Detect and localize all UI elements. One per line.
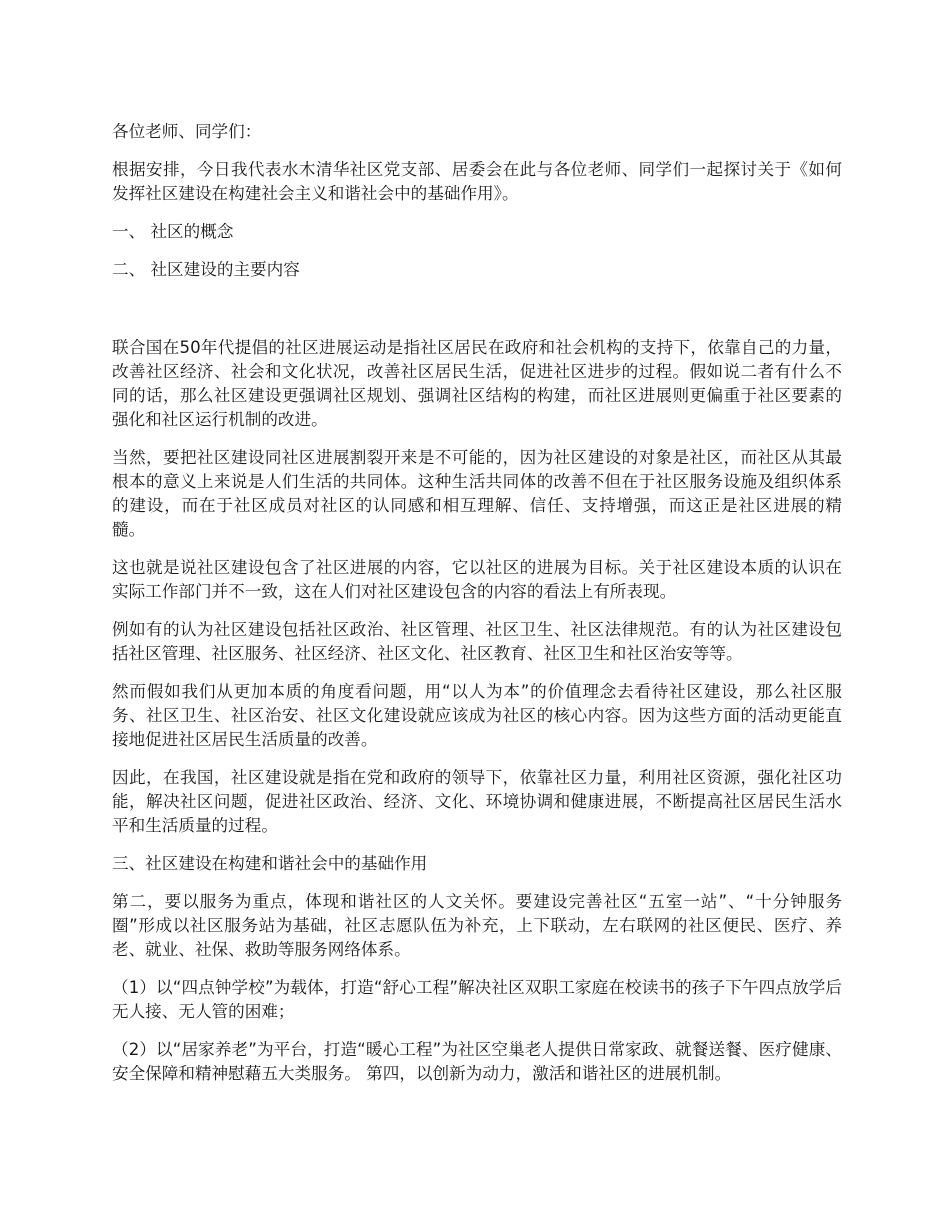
blank-gap: [112, 296, 842, 336]
list-item-paragraph: （1）以“四点钟学校”为载体，打造“舒心工程”解决社区双职工家庭在校读书的孩子下午四点放学后无人接、无人管的困难；: [112, 978, 842, 1021]
body-paragraph: 因此，在我国，社区建设就是指在党和政府的领导下，依靠社区力量，利用社区资源，强化社区功能，解决社区问题，促进社区政治、经济、文化、环境协调和健康进展，不断提高社区居民生活水平和生活质量的过程。: [112, 768, 842, 835]
body-paragraph: 第二，要以服务为重点，体现和谐社区的人文关怀。要建设完善社区“五室一站”、“十分钟服务圈”形成以社区服务站为基础，社区志愿队伍为补充，上下联动，左右联网的社区便民、医疗、养老、就业、社保、救助等服务网络体系。: [112, 892, 842, 959]
body-paragraph: 这也就是说社区建设包含了社区进展的内容，它以社区的进展为目标。关于社区建设本质的认识在实际工作部门并不一致，这在人们对社区建设包含的内容的看法上有所表现。: [112, 558, 842, 601]
body-paragraph: 当然，要把社区建设同社区进展割裂开来是不可能的，因为社区建设的对象是社区，而社区从其最根本的意义上来说是人们生活的共同体。这种生活共同体的改善不但在于社区服务设施及组织体系的建设，而在于社区成员对社区的认同感和相互理解、信任、支持增强，而这正是社区进展的精髓。: [112, 448, 842, 539]
section-heading-1: 一、 社区的概念: [112, 222, 234, 241]
list-item-paragraph: （2）以“居家养老”为平台，打造“暖心工程”为社区空巢老人提供日常家政、就餐送餐、医疗健康、安全保障和精神慰藉五大类服务。 第四，以创新为动力，激活和谐社区的进展机制。: [112, 1040, 842, 1083]
section-heading-3: 三、社区建设在构建和谐社会中的基础作用: [112, 854, 428, 873]
body-paragraph: 然而假如我们从更加本质的角度看问题，用“以人为本”的价值理念去看待社区建设，那么社区服务、社区卫生、社区治安、社区文化建设就应该成为社区的核心内容。因为这些方面的活动更能直接地促进社区居民生活质量的改善。: [112, 682, 842, 749]
intro-paragraph: 根据安排，今日我代表水木清华社区党支部、居委会在此与各位老师、同学们一起探讨关于《如何发挥社区建设在构建社会主义和谐社会中的基础作用》。: [112, 160, 842, 203]
section-heading-2: 二、 社区建设的主要内容: [112, 260, 300, 279]
greeting: 各位老师、同学们：: [112, 122, 262, 141]
body-paragraph: 联合国在50年代提倡的社区进展运动是指社区居民在政府和社会机构的支持下，依靠自己的力量，改善社区经济、社会和文化状况，改善社区居民生活，促进社区进步的过程。假如说二者有什么不同的话，那么社区建设更强调社区规划、强调社区结构的构建，而社区进展则更偏重于社区要素的强化和社区运行机制的改进。: [112, 338, 842, 429]
document-page: [112, 120, 842, 1100]
body-paragraph: 例如有的认为社区建设包括社区政治、社区管理、社区卫生、社区法律规范。有的认为社区建设包括社区管理、社区服务、社区经济、社区文化、社区教育、社区卫生和社区治安等等。: [112, 620, 842, 663]
